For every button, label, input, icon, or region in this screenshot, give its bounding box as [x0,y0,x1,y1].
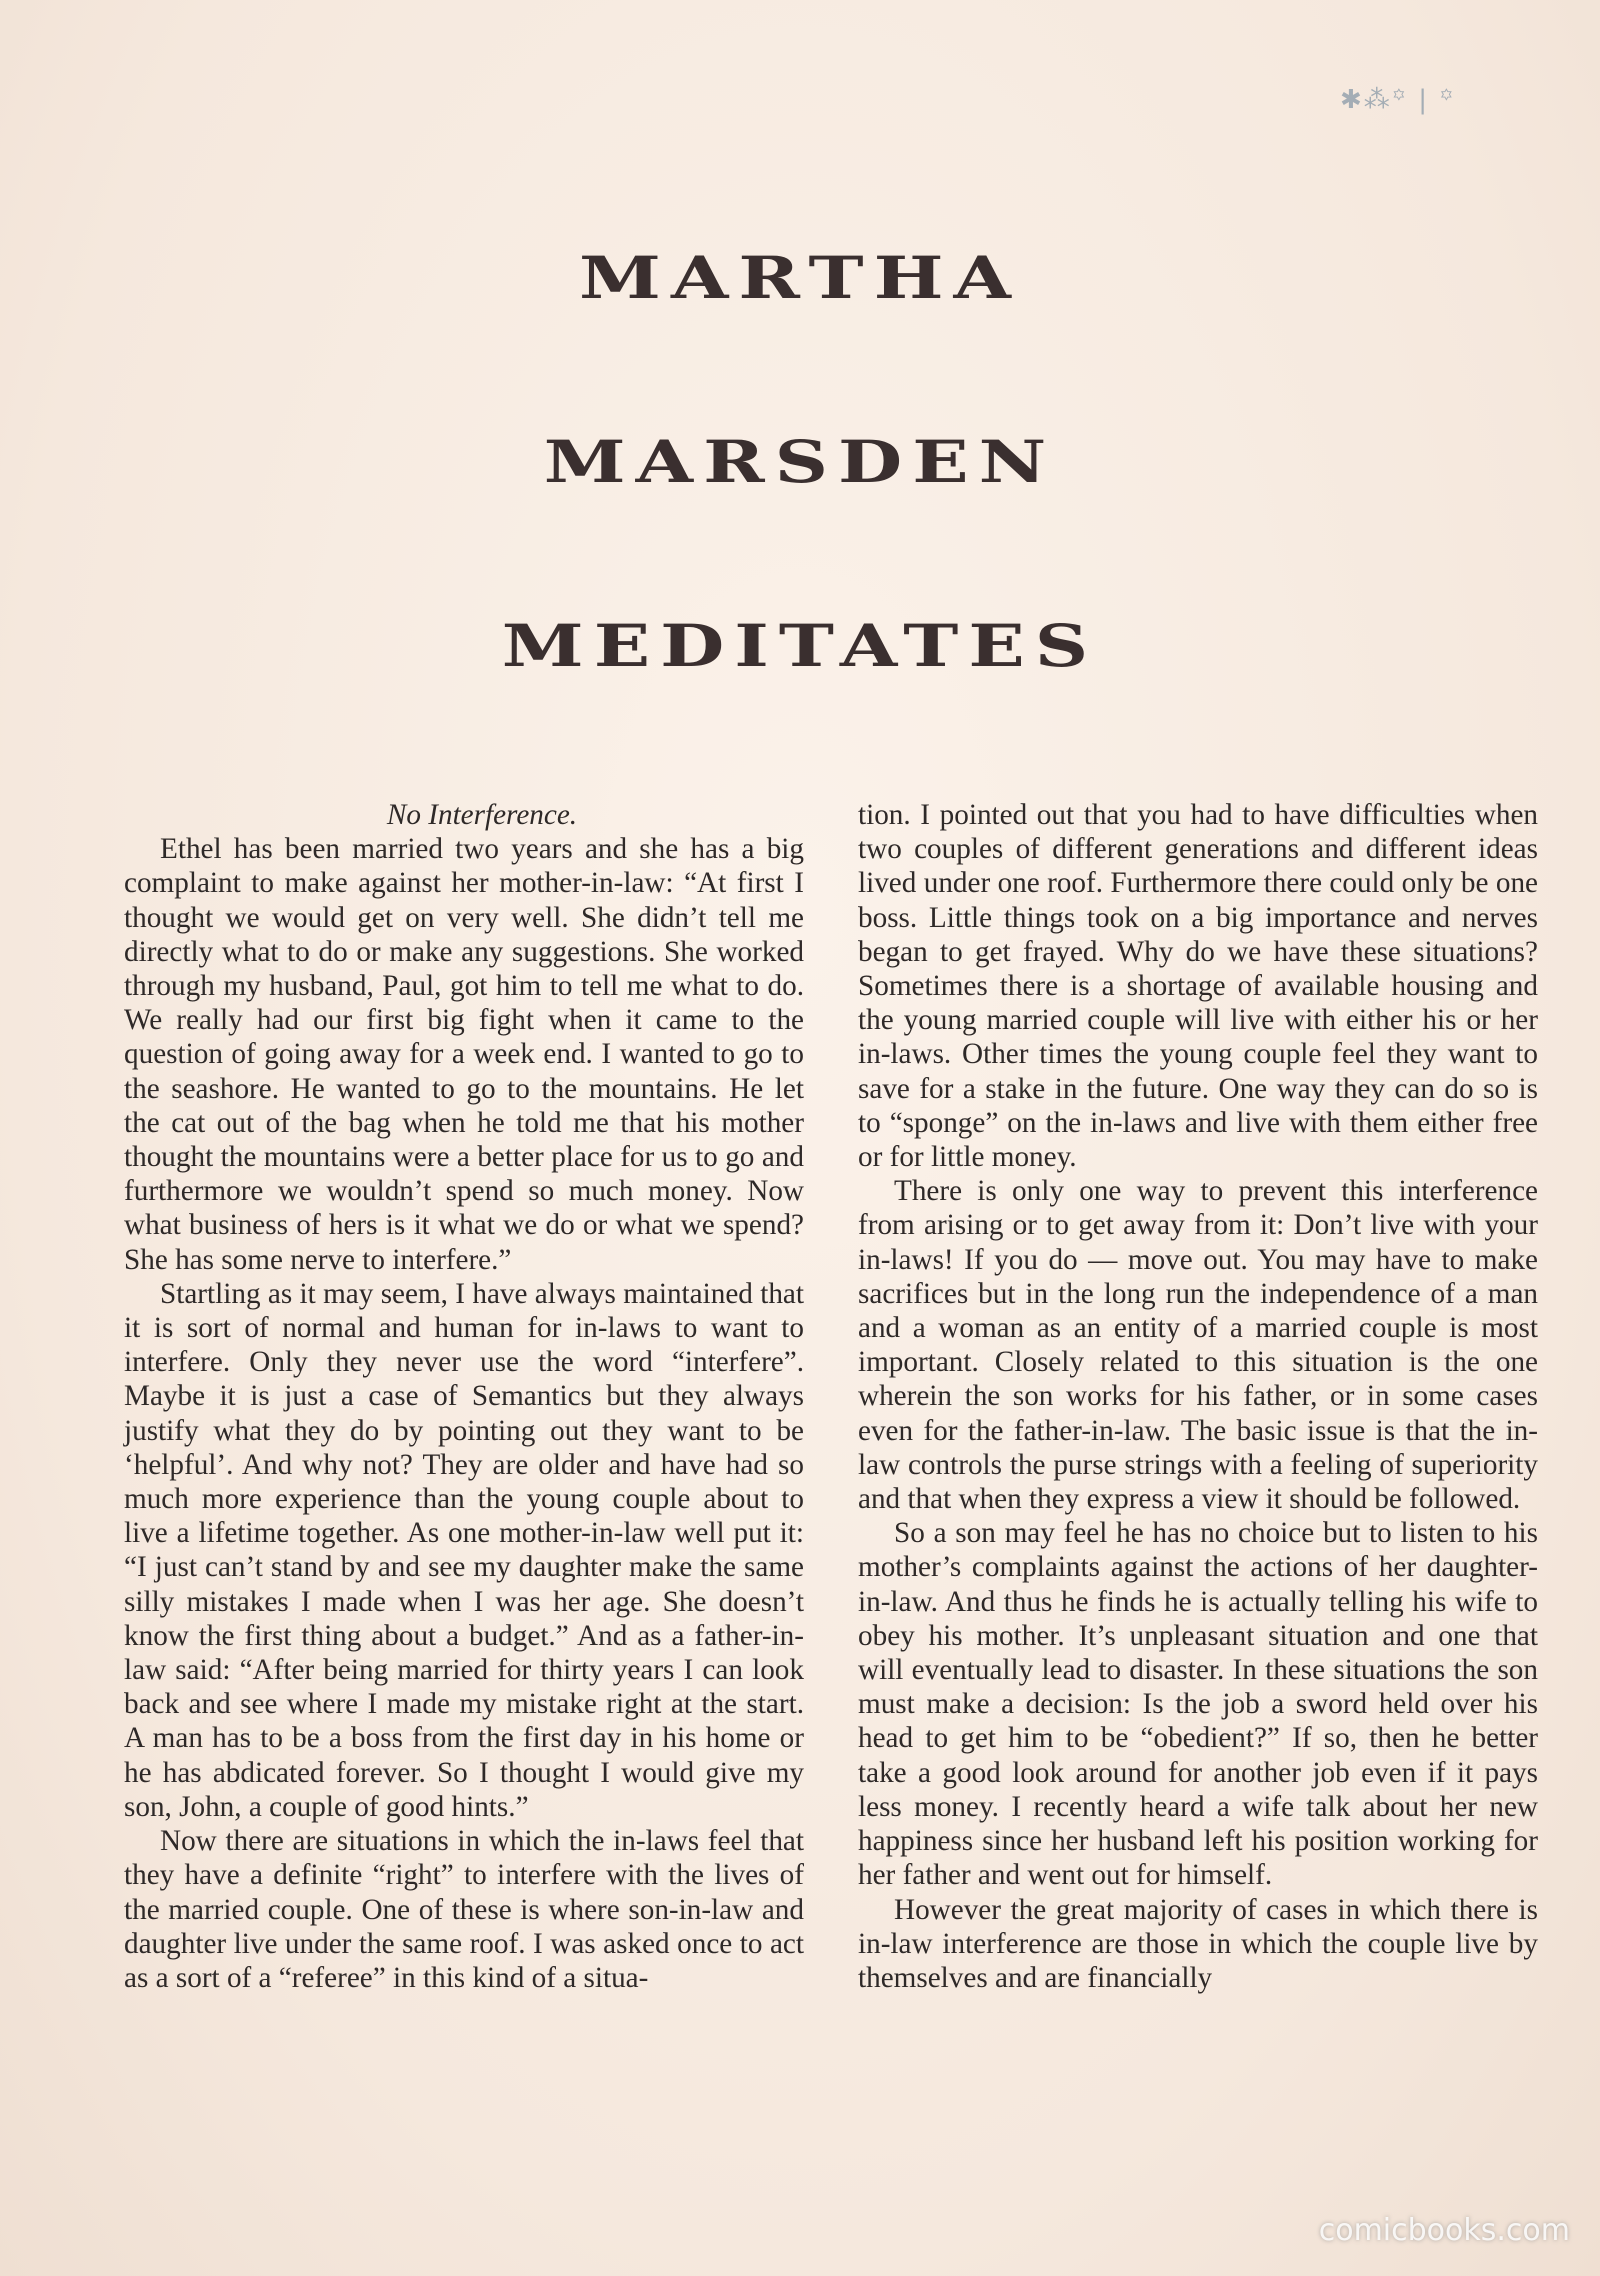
paragraph: Ethel has been married two years and she has a big complaint to make against her mother-in-law: “At first I thought we would get on very well. She didn’t tell me directly what to do or make any suggestions. She worked through my husband, Paul, got him to tell me what to do. We really had our first big fight when it came to the question of going away for a week end. I wanted to go to the seashore. He wanted to go to the mountains. He let the cat out of the bag when he told me that his mother thought the mountains were a better place for us to go and furthermore we wouldn’t spend so much money. Now what business of hers is it what we do or what we spend? She has some nerve to interfere.” [124,833,804,1276]
title-line-1: MARTHA [579,245,1021,313]
right-column [858,798,1538,1995]
paragraph: So a son may feel he has no choice but to listen to his mother’s complaints against the actions of her daughter-in-law. And thus he finds he is actually telling his wife to obey his mother. It’s unpleasant situation and one that will eventually lead to disaster. In these situations the son must make a decision: Is the job a sword held over his head to get him to be “obedient?” If so, then he better take a good look around for another job even if it pays less money. I recently heard a wife talk about her new happiness since her husband left his position working for her father and went out for himself. [858,1517,1538,1892]
section-heading: No Interference. [386,799,578,831]
left-column [124,798,804,1995]
title-line-3: MEDITATES [501,613,1099,681]
paragraph: tion. I pointed out that you had to have difficulties when two couples of different generations and different ideas lived under one roof. Furthermore there could only be one boss. Little things took on a big importance and nerves began to get frayed. Why do we have these situations? Sometimes there is a shortage of available housing and the young married couple will live with either his or her in-laws. Other times the young couple feel they want to save for a stake in the future. One way they can do so is to “sponge” on the in-laws and live with them either free or for little money. [858,799,1538,1174]
paragraph: There is only one way to prevent this interference from arising or to get away from it: Don’t live with your in-laws! If you do — move out. You may have to make sacrifices but in the long run the independence of a man and a woman as an entity of a married couple is most important. Closely related to this situation is the one wherein the son works for his father, or in some cases even for the father-in-law. The basic issue is that the in-law controls the purse strings with a feeling of superiority and that when they express a view it should be followed. [858,1175,1538,1516]
paragraph: However the great majority of cases in which there is in-law interference are those in which the couple live by themselves and are financially [858,1893,1538,1994]
title-line-2: MARSDEN [543,429,1057,497]
watermark: comicbooks.com [1318,2213,1570,2248]
paragraph: Now there are situations in which the in-laws feel that they have a definite “right” to interfere with the lives of the married couple. One of these is where son-in-law and daughter live under the same roof. I was asked once to act as a sort of a “referee” in this kind of a situa- [124,1825,804,1994]
corner-scribble: ✱⁂꙳ | ꙳ [1340,85,1456,115]
title-block [0,228,1600,780]
paragraph: Startling as it may seem, I have always maintained that it is sort of normal and human for in-laws to want to interfere. Only they never use the word “interfere”. Maybe it is just a case of Semantics but they always justify what they do by pointing out they want to be ‘helpful’. And why not? They are older and have had so much more experience than the young couple about to live a lifetime together. As one mother-in-law well put it: “I just can’t stand by and see my daughter make the same silly mistakes I made when I was her age. She doesn’t know the first thing about a budget.” And as a father-in-law said: “After being married for thirty years I can look back and see where I made my mistake right at the start. A man has to be a boss from the first day in his home or he has abdicated forever. So I thought I would give my son, John, a couple of good hints.” [124,1277,804,1823]
